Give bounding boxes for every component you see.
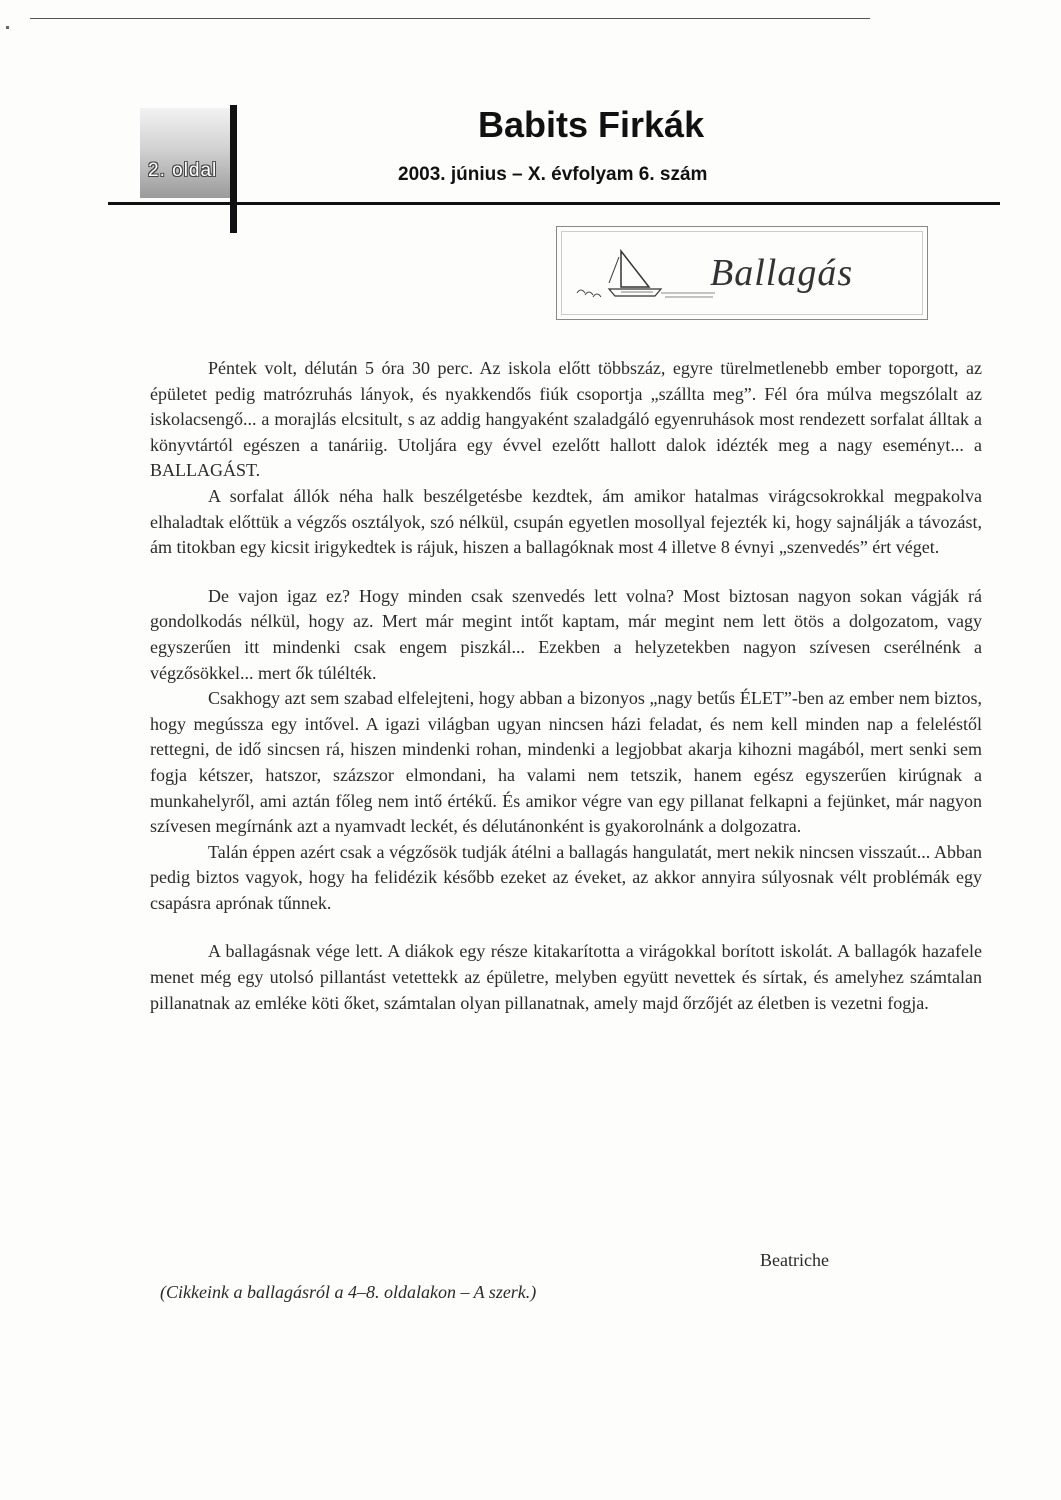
scan-mark	[6, 26, 9, 29]
editor-note: (Cikkeink a ballagásról a 4–8. oldalakon – A szerk.)	[160, 1282, 537, 1302]
paragraph: Csakhogy azt sem szabad elfelejteni, hogy abban a bizonyos „nagy betűs ÉLET”-ben az ember nem biztos, hogy megússza egy intővel. A igazi világban ugyan nincsen házi feladat, és nem kell minden nap a feleléstől rettegni, de idő sincsen rá, hiszen mindenki rohan, mindenki a legjobbat akarja kihozni magából, mert senki sem fogja kétszer, hatszor, százszor elmondani, ha valami nem tetszik, hanem egész egyszerűen kirúgnak a munkahelyről, ami aztán főleg nem intő értékű. És amikor végre van egy pillanat felkapni a fejünket, már nagyon szívesen megírnánk azt a nyamvadt leckét, és délutánonként is gyakorolnánk a dolgozatra.	[150, 688, 982, 837]
newspaper-title: Babits Firkák	[478, 104, 705, 145]
page-badge	[140, 108, 232, 198]
article-body	[150, 356, 982, 1016]
paragraph: Péntek volt, délután 5 óra 30 perc. Az iskola előtt többszáz, egyre türelmetlenebb ember toporgott, az épületet pedig matrózruhás lányok, és nyakkendős fiúk csoportja „szállta meg”. Fél óra múlva megszólalt az iskolacsengő... a morajlás elcsitult, s az addig hangyaként szaladgáló egyenruhások most rendezett sorfalat álltak a könyvtártól egészen a tanáriig. Utoljára egy évvel ezelőtt hallott dalok idézték meg a nagy eseményt... a BALLAGÁST.	[150, 358, 982, 481]
page-badge-label: 2. oldal	[148, 160, 218, 181]
masthead-rule	[108, 202, 1000, 205]
section-title: Ballagás	[710, 252, 854, 294]
masthead-vertical-bar	[230, 105, 237, 233]
issue-info: 2003. június – X. évfolyam 6. szám	[398, 164, 708, 185]
paragraph: De vajon igaz ez? Hogy minden csak szenvedés lett volna? Most biztosan nagyon sokan vágják rá gondolkodás nélkül, hogy az. Mert már megint intőt kaptam, már megint nem lett ötös a dolgozatom, vagy egyszerűen itt mindenki csak engem piszkál... Ezekben a helyzetekben nagyon szívesen cserélnénk a végzősökkel... mert ők túlélték.	[150, 585, 982, 683]
section-header-box	[556, 226, 928, 320]
paragraph: Talán éppen azért csak a végzősök tudják átélni a ballagás hangulatát, mert nekik nincsen visszaút... Abban pedig biztos vagyok, hogy ha felidézik később ezeket az éveket, az akkor annyira súlyosnak vélt problémák egy csapásra aprónak tűnnek.	[150, 841, 982, 913]
paragraph: A sorfalat állók néha halk beszélgetésbe kezdtek, ám amikor hatalmas virágcsokrokkal megpakolva elhaladtak előttük a végzős osztályok, szó nélkül, csupán egyetlen mosollyal fejezték ki, hogy sajnálják a távozást, ám titokban egy kicsit irigykedtek is rájuk, hiszen a ballagóknak most 4 illetve 8 évnyi „szenvedés” ért véget.	[150, 485, 982, 558]
author-signature: Beatriche	[760, 1250, 829, 1270]
paragraph: A ballagásnak vége lett. A diákok egy része kitakarította a virágokkal borított iskolát. A ballagók hazafele menet még egy utolsó pillantást vetettekk az épületre, melyben együtt nevettek és sírtak, és amelyhez számtalan pillanatnak az emléke köti őket, számtalan olyan pillanatnak, amely majd őrzőjét az életben is vezetni fogja.	[150, 941, 982, 1013]
sailboat-icon	[575, 241, 715, 301]
top-scan-rule	[30, 18, 870, 19]
